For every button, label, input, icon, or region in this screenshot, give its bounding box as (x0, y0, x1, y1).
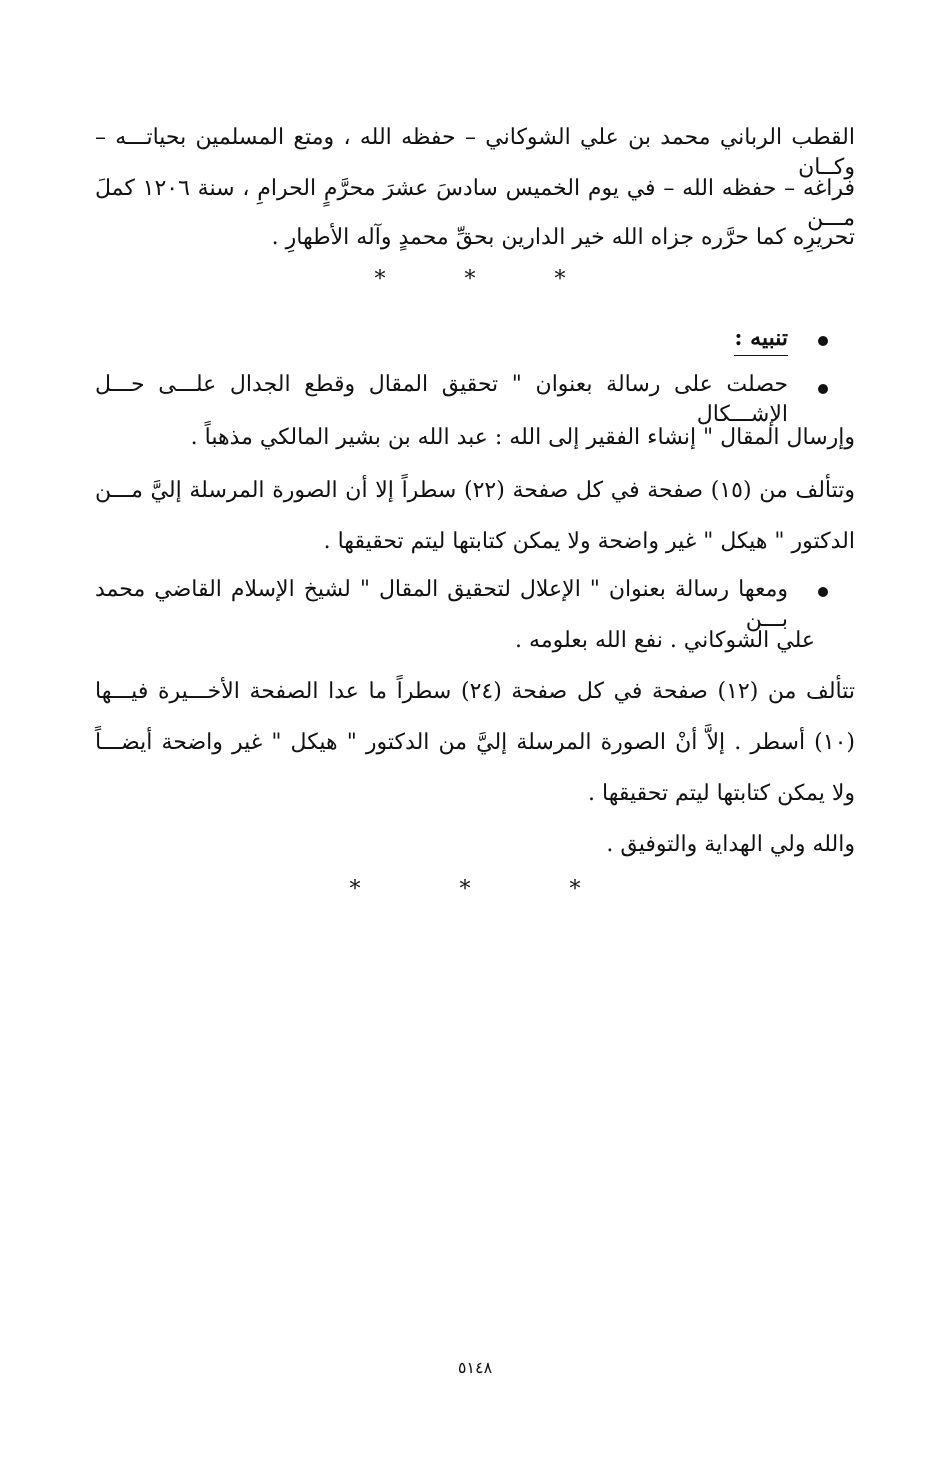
separator-star: * (569, 877, 581, 902)
intro-line-3: تحريرِه كما حرَّره جزاه الله خير الدارين بحقِّ محمدٍ وآله الأطهارِ . (271, 225, 855, 250)
notice-heading: تنبيه : (734, 323, 788, 356)
page-number: ٥١٤٨ (457, 1358, 493, 1377)
separator-star: * (349, 877, 361, 902)
separator-star: * (459, 877, 471, 902)
bullet-icon (818, 587, 828, 597)
intro-line-1: القطب الرباني محمد بن علي الشوكاني – حفظه الله ، ومتع المسلمين بحياتـــه – وكــان (95, 125, 855, 180)
item2-line-1: ومعها رسالة بعنوان " الإعلال لتحقيق المقال " لشيخ الإسلام القاضي محمد بـــن (95, 577, 788, 632)
item1-line-2: وإرسال المقال " إنشاء الفقير إلى الله : عبد الله بن بشير المالكي مذهباً . (190, 425, 855, 450)
bullet-icon (818, 384, 828, 394)
paragraph2-line-2: (١٠) أسطر . إلاَّ أنْ الصورة المرسلة إليَّ من الدكتور " هيكل " غير واضحة أيضـــاً (95, 730, 855, 755)
paragraph1-line-1: وتتألف من (١٥) صفحة في كل صفحة (٢٢) سطراً إلا أن الصورة المرسلة إليَّ مـــن (95, 478, 855, 503)
item2-line-2: علي الشوكاني . نفع الله بعلومه . (515, 628, 815, 653)
item1-line-1: حصلت على رسالة بعنوان " تحقيق المقال وقطع الجدال علـــى حـــل الإشـــكال (95, 372, 788, 427)
closing-line: والله ولي الهداية والتوفيق . (606, 832, 855, 857)
separator-star: * (464, 267, 476, 292)
separator-stars-2 (265, 878, 665, 902)
separator-stars-1 (270, 268, 670, 292)
separator-star: * (374, 267, 386, 292)
bullet-icon (818, 336, 828, 346)
intro-line-2: فراغه – حفظه الله – في يوم الخميس سادسَ عشرَ محرَّمٍ الحرامِ ، سنة ١٢٠٦ كملَ مـــن (95, 176, 855, 231)
paragraph1-line-2: الدكتور " هيكل " غير واضحة ولا يمكن كتابتها ليتم تحقيقها . (323, 529, 855, 554)
paragraph2-line-1: تتألف من (١٢) صفحة في كل صفحة (٢٤) سطراً ما عدا الصفحة الأخـــيرة فيـــها (95, 679, 855, 704)
paragraph2-line-3: ولا يمكن كتابتها ليتم تحقيقها . (588, 781, 855, 806)
separator-star: * (554, 267, 566, 292)
